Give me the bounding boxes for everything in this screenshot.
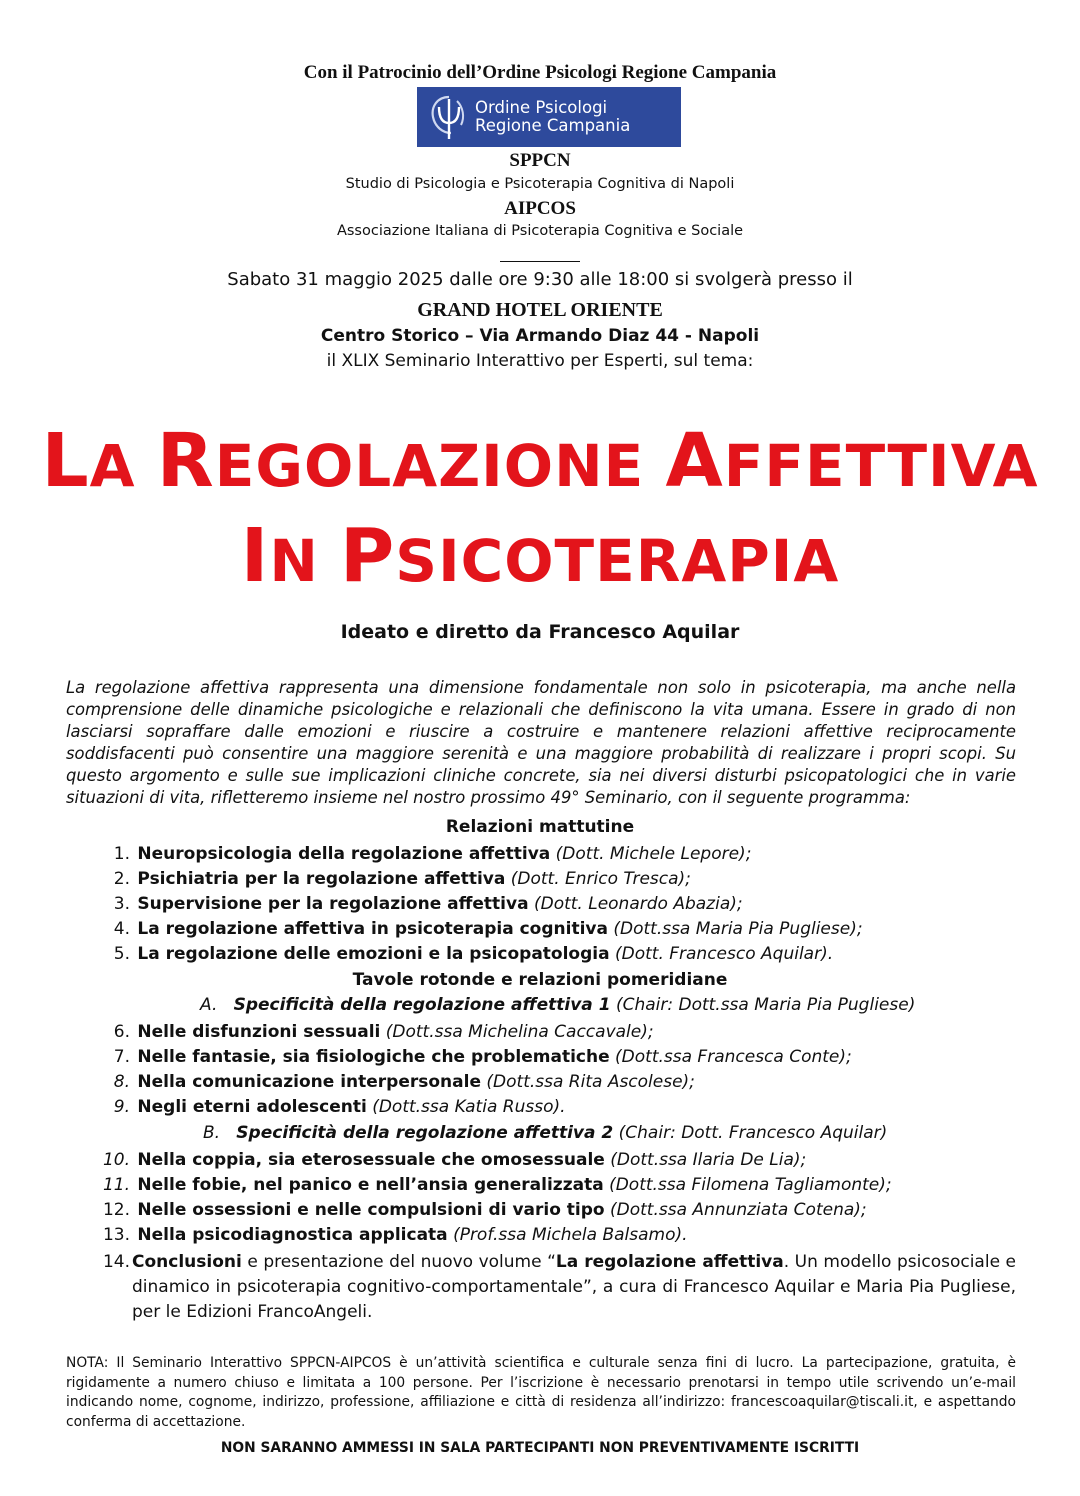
event-venue: GRAND HOTEL ORIENTE bbox=[417, 299, 663, 321]
program-item: 7. Nelle fantasie, sia fisiologiche che problematiche (Dott.ssa Francesca Conte); bbox=[113, 1047, 852, 1067]
aipcos-description: Associazione Italiana di Psicoterapia Cognitiva e Sociale bbox=[336, 223, 744, 239]
event-intro: il XLIX Seminario Interattivo per Esperti, sul tema: bbox=[326, 351, 754, 371]
director-line: Ideato e diretto da Francesco Aquilar bbox=[340, 621, 740, 643]
program-item: 11. Nelle fobie, nel panico e nell’ansia generalizzata (Dott.ssa Filomena Tagliamonte); bbox=[102, 1175, 892, 1195]
program-item: 2. Psichiatria per la regolazione affettiva (Dott. Enrico Tresca); bbox=[113, 869, 691, 889]
program-item: 13. Nella psicodiagnostica applicata (Prof.ssa Michela Balsamo). bbox=[102, 1225, 688, 1245]
closing-item: 14. Conclusioni e presentazione del nuovo volume “La regolazione affettiva. Un modello psicosociale e dinamico in psicoterapia cognitivo-comportamentale”, a cura di Francesco Aquilar e Maria Pia Pugliese, per le Edizioni FrancoAngeli. bbox=[102, 1252, 1016, 1322]
program-item: 4. La regolazione affettiva in psicoterapia cognitiva (Dott.ssa Maria Pia Pugliese); bbox=[113, 919, 863, 939]
program-item: 8. Nella comunicazione interpersonale (Dott.ssa Rita Ascolese); bbox=[113, 1072, 695, 1092]
round-table-b: B. Specificità della regolazione affettiva 2 (Chair: Dott. Francesco Aquilar) bbox=[203, 1123, 888, 1143]
logo-line-1: Ordine Psicologi bbox=[475, 98, 608, 117]
sppcn-description: Studio di Psicologia e Psicoterapia Cognitiva di Napoli bbox=[345, 176, 735, 192]
program-item: 10. Nella coppia, sia eterosessuale che omosessuale (Dott.ssa Ilaria De Lia); bbox=[102, 1150, 807, 1170]
round-table-a: A. Specificità della regolazione affettiva 1 (Chair: Dott.ssa Maria Pia Pugliese) bbox=[200, 995, 916, 1015]
patronage-line: Con il Patrocinio dell’Ordine Psicologi Regione Campania bbox=[303, 62, 777, 83]
event-date: Sabato 31 maggio 2025 dalle ore 9:30 alle 18:00 si svolgerà presso il bbox=[227, 269, 853, 290]
program-item: 5. La regolazione delle emozioni e la psicopatologia (Dott. Francesco Aquilar). bbox=[113, 944, 834, 964]
psi-logo-icon bbox=[427, 93, 471, 141]
program-item: 9. Negli eterni adolescenti (Dott.ssa Katia Russo). bbox=[113, 1097, 566, 1117]
program-item: 3. Supervisione per la regolazione affettiva (Dott. Leonardo Abazia); bbox=[113, 894, 743, 914]
registration-warning: NON SARANNO AMMESSI IN SALA PARTECIPANTI NON PREVENTIVAMENTE ISCRITTI bbox=[220, 1440, 860, 1456]
program-item: 12. Nelle ossessioni e nelle compulsioni di vario tipo (Dott.ssa Annunziata Cotena); bbox=[102, 1200, 867, 1220]
program-item: 1. Neuropsicologia della regolazione affettiva (Dott. Michele Lepore); bbox=[113, 844, 752, 864]
ordine-psicologi-logo bbox=[417, 87, 681, 147]
main-title-line-2: IN PSICOTERAPIA bbox=[240, 513, 840, 599]
note-paragraph: NOTA: Il Seminario Interattivo SPPCN-AIPCOS è un’attività scientifica e culturale senza fini di lucro. La partecipazione, gratuita, è rigidamente a numero chiuso e limitata a 100 persone. Per l’iscrizione è necessario prenotarsi in tempo utile scrivendo un’e-mail indicando nome, cognome, indirizzo, professione, affiliazione e città di residenza all’indirizzo: francescoaquilar@tiscali.it, e aspettando conferma di accettazione. bbox=[66, 1355, 1016, 1430]
afternoon-section-title: Tavole rotonde e relazioni pomeridiane bbox=[352, 970, 728, 990]
main-title-line-1: LA REGOLAZIONE AFFETTIVA bbox=[41, 418, 1039, 504]
program-item: 6. Nelle disfunzioni sessuali (Dott.ssa Michelina Caccavale); bbox=[113, 1022, 654, 1042]
morning-section-title: Relazioni mattutine bbox=[445, 817, 635, 837]
divider bbox=[500, 261, 580, 262]
event-address: Centro Storico – Via Armando Diaz 44 - Napoli bbox=[320, 326, 760, 346]
abstract-paragraph: La regolazione affettiva rappresenta una dimensione fondamentale non solo in psicoterapia, ma anche nella comprensione delle dinamiche psicologiche e relazionali che definiscono la vita umana. Essere in grado di non lasciarsi sopraffare dalle emozioni e riuscire a costruire e mantenere relazioni affettive reciprocamente soddisfacenti può consentire una maggiore serenità e una maggiore probabilità di realizzare i propri scopi. Su questo argomento e sulle sue implicazioni cliniche concrete, sia nei diversi disturbi psicopatologici che in varie situazioni di vita, rifletteremo insieme nel nostro prossimo 49° Seminario, con il seguente programma: bbox=[66, 678, 1016, 807]
aipcos-name: AIPCOS bbox=[504, 198, 576, 219]
sppcn-name: SPPCN bbox=[509, 150, 571, 171]
logo-line-2: Regione Campania bbox=[475, 116, 631, 135]
